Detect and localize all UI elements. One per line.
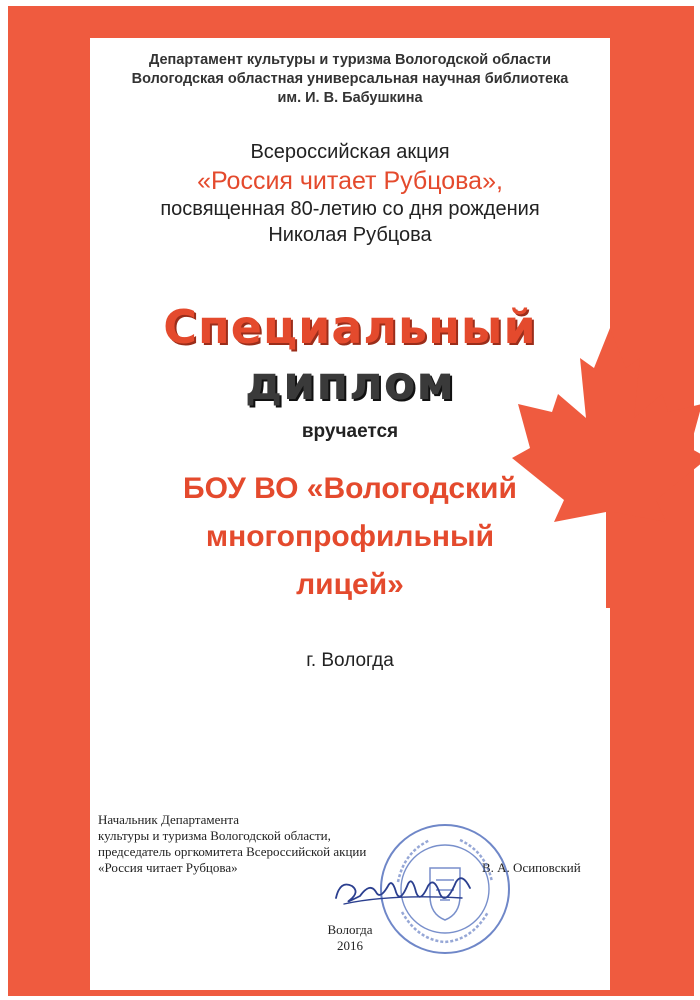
handwritten-signature-icon — [330, 864, 480, 914]
recipient-line-1: БОУ ВО «Вологодский — [183, 472, 517, 505]
recipient-line-2: многопрофильный — [205, 520, 495, 553]
signatory-title-4: «Россия читает Рубцова» — [98, 860, 238, 875]
awarded-text: вручается — [301, 421, 399, 442]
recipient-line-3: лицей» — [296, 568, 404, 601]
signatory-name: В. А. Осиповский — [482, 860, 581, 875]
header-line-1: Департамент культуры и туризма Вологодской области — [148, 52, 552, 68]
footer-place: Вологда — [327, 922, 373, 937]
action-line-4: Николая Рубцова — [268, 224, 432, 246]
diploma-sheet — [90, 38, 610, 990]
action-line-1: Всероссийская акция — [250, 141, 450, 163]
diploma-title-2: диплом — [244, 356, 456, 410]
footer-year: 2016 — [337, 938, 363, 953]
diploma-title-1: Специальный — [163, 300, 537, 354]
header-line-3: им. И. В. Бабушкина — [277, 90, 423, 106]
signatory-title-1: Начальник Департамента — [98, 812, 239, 827]
action-line-3: посвященная 80-летию со дня рождения — [160, 198, 540, 220]
signatory-title-3: председатель оргкомитета Всероссийской акции — [98, 844, 367, 859]
action-name: «Россия читает Рубцова», — [197, 167, 503, 195]
city-text: г. Вологда — [306, 650, 394, 671]
header-line-2: Вологодская областная универсальная научная библиотека — [131, 71, 569, 87]
signatory-title-2: культуры и туризма Вологодской области, — [98, 828, 331, 843]
